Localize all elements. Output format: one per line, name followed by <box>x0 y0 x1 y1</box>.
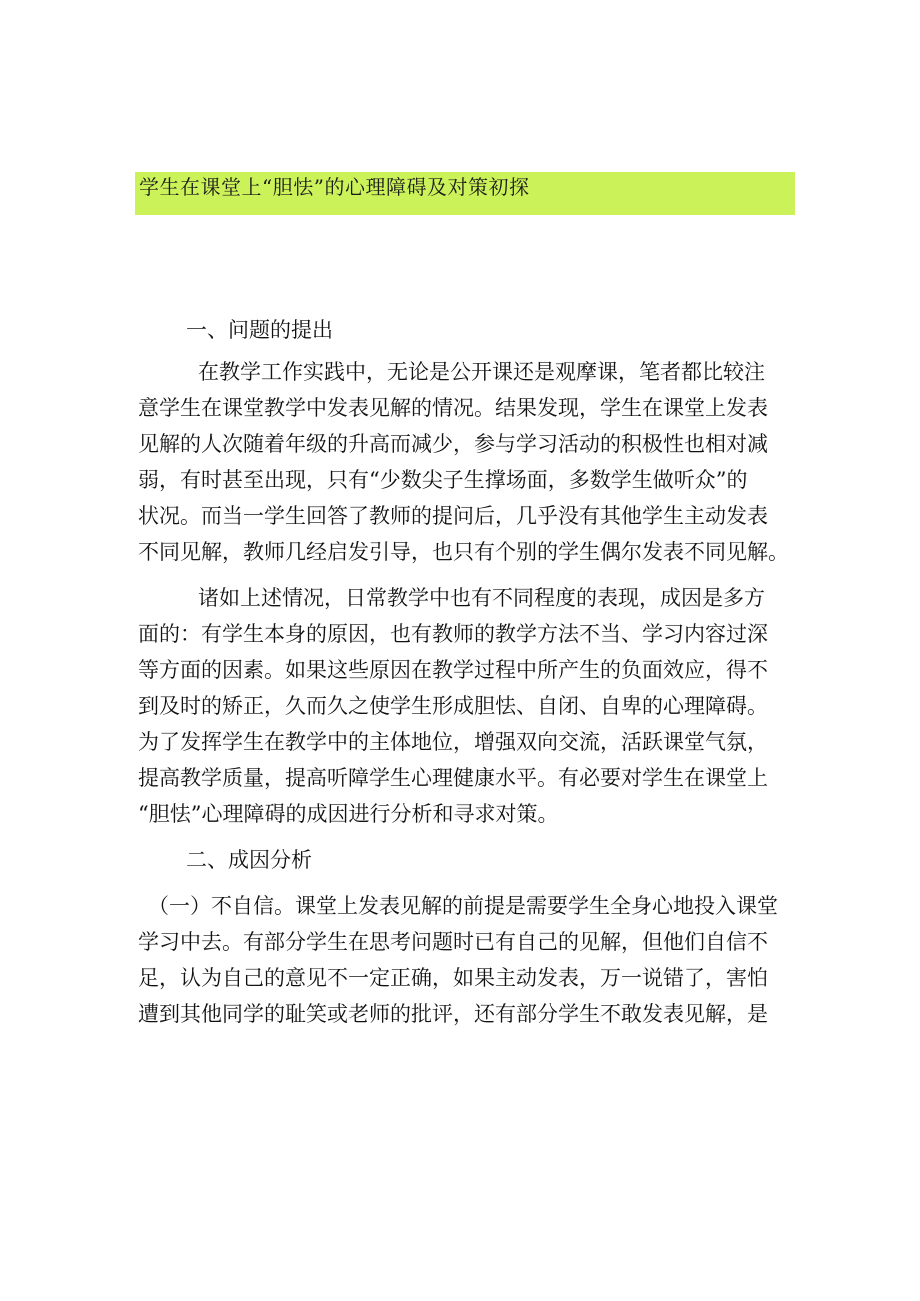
text-line: 为了发挥学生在教学中的主体地位，增强双向交流，活跃课堂气氛， <box>138 730 768 754</box>
paragraph <box>138 580 818 832</box>
text-line: 到及时的矫正，久而久之使学生形成胆怯、自闭、自卑的心理障碍。 <box>138 694 768 718</box>
section-heading: 二、成因分析 <box>186 848 312 872</box>
text-line: 不同见解，教师几经启发引导，也只有个别的学生偶尔发表不同见解。 <box>138 540 789 564</box>
text-line: 提高教学质量，提高听障学生心理健康水平。有必要对学生在课堂上 <box>138 766 768 790</box>
section-heading: 一、问题的提出 <box>186 318 333 342</box>
text-line: （一）不自信。课堂上发表见解的前提是需要学生全身心地投入课堂 <box>148 894 778 918</box>
paragraph <box>138 888 818 1032</box>
text-line: 等方面的因素。如果这些原因在教学过程中所产生的负面效应，得不 <box>138 658 768 682</box>
paragraph <box>138 354 818 570</box>
text-line: 在教学工作实践中，无论是公开课还是观摩课，笔者都比较注 <box>198 360 765 384</box>
text-line: 弱，有时甚至出现，只有“少数尖子生撑场面，多数学生做听众”的 <box>138 468 748 492</box>
text-line: 意学生在课堂教学中发表见解的情况。结果发现，学生在课堂上发表 <box>138 396 768 420</box>
document-title: 学生在课堂上“胆怯”的心理障碍及对策初探 <box>139 175 530 199</box>
document-body <box>138 312 818 1032</box>
text-line: 足，认为自己的意见不一定正确，如果主动发表，万一说错了，害怕 <box>138 966 768 990</box>
text-line: 见解的人次随着年级的升高而减少，参与学习活动的积极性也相对减 <box>138 432 768 456</box>
text-line: 状况。而当一学生回答了教师的提问后，几乎没有其他学生主动发表 <box>138 504 768 528</box>
text-line: “胆怯”心理障碍的成因进行分析和寻求对策。 <box>138 802 559 826</box>
text-line: 诸如上述情况，日常教学中也有不同程度的表现，成因是多方 <box>198 586 765 610</box>
text-line: 遭到其他同学的耻笑或老师的批评，还有部分学生不敢发表见解，是 <box>138 1002 768 1026</box>
title-highlight <box>135 172 795 215</box>
text-line: 面的：有学生本身的原因，也有教师的教学方法不当、学习内容过深 <box>138 622 768 646</box>
text-line: 学习中去。有部分学生在思考问题时已有自己的见解，但他们自信不 <box>138 930 768 954</box>
